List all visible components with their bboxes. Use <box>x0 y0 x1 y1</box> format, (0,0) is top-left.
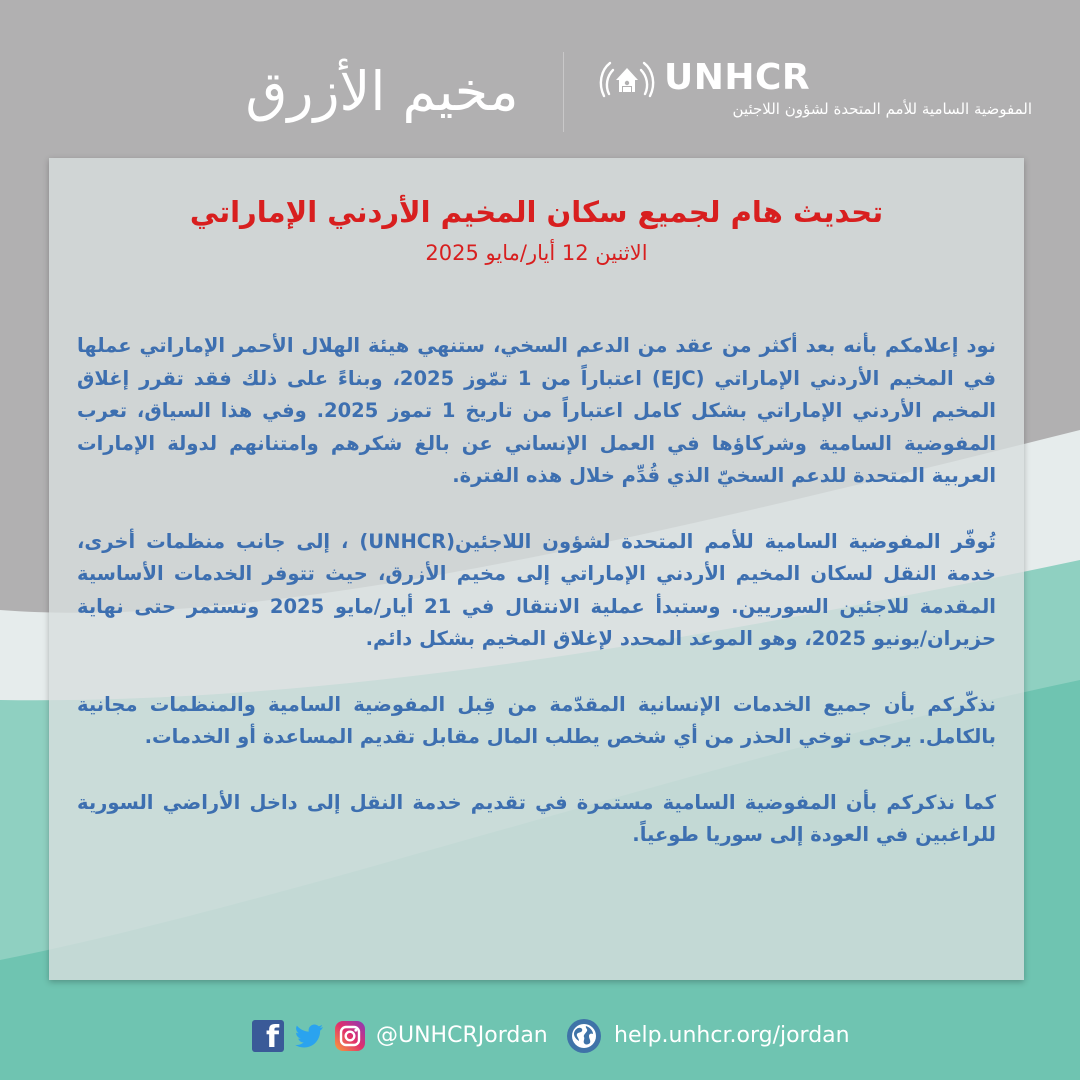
notice-card <box>49 158 1024 980</box>
facebook-icon[interactable] <box>252 1020 284 1055</box>
twitter-icon[interactable] <box>294 1022 324 1050</box>
unhcr-wordmark: UNHCR <box>664 57 811 98</box>
footer <box>0 1010 1080 1064</box>
header-divider <box>563 52 564 132</box>
unhcr-subtitle: المفوضية السامية للأمم المتحدة لشؤون اللاجئين <box>732 100 1032 118</box>
social-handle[interactable]: @UNHCRJordan <box>376 1023 548 1048</box>
notice-paragraph: تُوفّر المفوضية السامية للأمم المتحدة لشؤون اللاجئين(UNHCR) ، إلى جانب منظمات أخرى، خدمة النقل لسكان المخيم الأردني الإماراتي إلى مخيم الأزرق، حيث تتوفر الخدمات الأساسية المقدمة للاجئين السوريين. وستبدأ عملية الانتقال في 21 أيار/مايو 2025 وتستمر حتى نهاية حزيران/يونيو 2025، وهو الموعد المحدد لإغلاق المخيم بشكل دائم. <box>77 529 996 650</box>
camp-title: مخيم الأزرق <box>245 60 519 123</box>
notice-body <box>77 330 996 885</box>
notice-title: تحديث هام لجميع سكان المخيم الأردني الإماراتي <box>189 195 884 229</box>
website-link[interactable]: help.unhcr.org/jordan <box>614 1023 850 1048</box>
notice-paragraph: كما نذكركم بأن المفوضية السامية مستمرة في تقديم خدمة النقل إلى داخل الأراضي السورية للراغبين في العودة إلى سوريا طوعياً. <box>77 790 996 846</box>
globe-icon[interactable] <box>566 1018 602 1054</box>
facebook-glyph: f <box>265 1020 279 1055</box>
notice-paragraph: نذكّركم بأن جميع الخدمات الإنسانية المقدّمة من قِبل المفوضية السامية والمنظمات مجانية بالكامل. يرجى توخي الحذر من أي شخص يطلب المال مقابل تقديم المساعدة أو الخدمات. <box>77 692 996 748</box>
unhcr-logo <box>596 56 1036 126</box>
notice-paragraph: نود إعلامكم بأنه بعد أكثر من عقد من الدعم السخي، ستنهي هيئة الهلال الأحمر الإماراتي عملها في المخيم الأردني الإماراتي (EJC) اعتباراً من 1 تمّوز 2025، وبناءً على ذلك فقد تقرر إغلاق المخيم الأردني الإماراتي بشكل كامل اعتباراً من تاريخ 1 تموز 2025. وفي هذا السياق، تعرب المفوضية السامية وشركاؤها في العمل الإنساني عن بالغ شكرهم وامتنانهم لدولة الإمارات العربية المتحدة للدعم السخيّ الذي قُدِّم خلال هذه الفترة. <box>77 334 997 487</box>
instagram-icon[interactable] <box>334 1020 366 1052</box>
notice-date: الاثنين 12 أيار/مايو 2025 <box>425 241 648 265</box>
unhcr-emblem-icon <box>596 56 658 106</box>
